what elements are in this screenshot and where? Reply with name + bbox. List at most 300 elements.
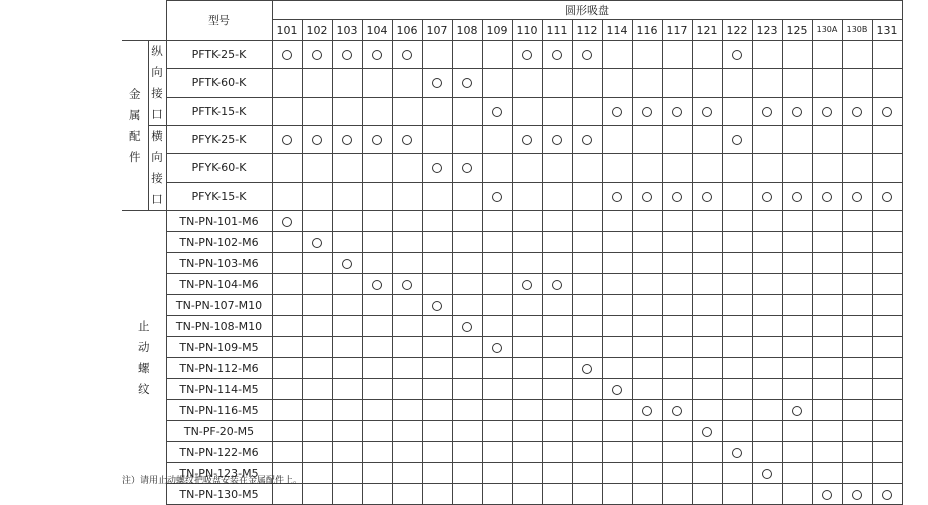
compatible-circle-icon bbox=[582, 364, 592, 374]
compatible-circle-icon bbox=[792, 192, 802, 202]
compat-cell bbox=[572, 274, 602, 295]
compat-cell bbox=[692, 379, 722, 400]
compat-cell bbox=[572, 69, 602, 97]
compatible-circle-icon bbox=[702, 192, 712, 202]
compat-cell bbox=[872, 182, 902, 210]
compat-cell bbox=[662, 316, 692, 337]
compat-cell bbox=[782, 154, 812, 182]
compat-cell bbox=[392, 97, 422, 125]
compat-cell bbox=[302, 232, 332, 253]
compat-cell bbox=[782, 253, 812, 274]
compat-cell bbox=[602, 274, 632, 295]
compat-cell bbox=[692, 463, 722, 484]
compat-cell bbox=[842, 97, 872, 125]
compat-cell bbox=[392, 442, 422, 463]
compat-cell bbox=[272, 126, 302, 154]
compat-cell bbox=[602, 126, 632, 154]
compat-cell bbox=[332, 295, 362, 316]
compatible-circle-icon bbox=[402, 135, 412, 145]
compat-cell bbox=[662, 400, 692, 421]
compat-cell bbox=[572, 358, 602, 379]
table-row bbox=[122, 421, 902, 442]
compat-cell bbox=[512, 97, 542, 125]
compat-cell bbox=[872, 358, 902, 379]
compat-cell bbox=[752, 97, 782, 125]
header-blank bbox=[122, 1, 166, 41]
compatible-circle-icon bbox=[372, 280, 382, 290]
table-row bbox=[122, 358, 902, 379]
compat-cell bbox=[272, 337, 302, 358]
compat-cell bbox=[812, 358, 842, 379]
compatible-circle-icon bbox=[762, 192, 772, 202]
compat-cell bbox=[842, 421, 872, 442]
compat-cell bbox=[452, 126, 482, 154]
compat-cell bbox=[722, 295, 752, 316]
vertical-port-label: 纵 向 接 口 bbox=[148, 41, 166, 126]
compat-cell bbox=[602, 421, 632, 442]
compat-cell bbox=[272, 69, 302, 97]
compat-cell bbox=[752, 316, 782, 337]
table-row bbox=[122, 379, 902, 400]
compat-cell bbox=[632, 295, 662, 316]
compat-cell bbox=[722, 211, 752, 232]
compatible-circle-icon bbox=[852, 107, 862, 117]
compat-cell bbox=[272, 97, 302, 125]
compat-cell bbox=[842, 463, 872, 484]
compat-cell bbox=[812, 274, 842, 295]
compat-cell bbox=[362, 463, 392, 484]
compat-cell bbox=[302, 69, 332, 97]
compat-cell bbox=[392, 463, 422, 484]
compat-cell bbox=[302, 400, 332, 421]
table-row bbox=[122, 316, 902, 337]
compat-cell bbox=[332, 182, 362, 210]
compat-cell bbox=[542, 421, 572, 442]
compat-cell bbox=[512, 421, 542, 442]
compat-cell bbox=[272, 316, 302, 337]
compatible-circle-icon bbox=[672, 107, 682, 117]
compat-cell bbox=[842, 400, 872, 421]
compat-cell bbox=[872, 379, 902, 400]
compat-cell bbox=[332, 274, 362, 295]
compat-cell bbox=[842, 484, 872, 505]
compat-cell bbox=[782, 274, 812, 295]
table-row bbox=[122, 274, 902, 295]
compat-cell bbox=[572, 484, 602, 505]
compat-cell bbox=[392, 274, 422, 295]
compatible-circle-icon bbox=[312, 238, 322, 248]
compat-cell bbox=[662, 484, 692, 505]
compat-cell bbox=[542, 232, 572, 253]
compat-cell bbox=[332, 442, 362, 463]
compat-cell bbox=[812, 442, 842, 463]
compat-cell bbox=[422, 421, 452, 442]
compat-cell bbox=[752, 484, 782, 505]
column-header: 104 bbox=[362, 20, 392, 41]
compat-cell bbox=[362, 358, 392, 379]
compat-cell bbox=[542, 126, 572, 154]
compat-cell bbox=[572, 232, 602, 253]
table-row bbox=[122, 41, 902, 69]
compat-cell bbox=[422, 442, 452, 463]
compat-cell bbox=[512, 358, 542, 379]
compat-cell bbox=[722, 421, 752, 442]
compat-cell bbox=[302, 484, 332, 505]
compat-cell bbox=[722, 97, 752, 125]
compat-cell bbox=[782, 379, 812, 400]
compat-cell bbox=[362, 126, 392, 154]
compat-cell bbox=[692, 232, 722, 253]
compat-cell bbox=[632, 232, 662, 253]
table-row bbox=[122, 232, 902, 253]
compatible-circle-icon bbox=[282, 217, 292, 227]
compat-cell bbox=[512, 232, 542, 253]
compat-cell bbox=[782, 126, 812, 154]
compat-cell bbox=[512, 182, 542, 210]
compat-cell bbox=[452, 358, 482, 379]
compat-cell bbox=[302, 316, 332, 337]
compat-cell bbox=[512, 274, 542, 295]
table-row bbox=[122, 295, 902, 316]
compat-cell bbox=[452, 211, 482, 232]
compat-cell bbox=[752, 232, 782, 253]
compat-cell bbox=[602, 295, 632, 316]
compatible-circle-icon bbox=[762, 107, 772, 117]
model-cell: TN-PN-101-M6 bbox=[166, 211, 272, 232]
compat-cell bbox=[812, 182, 842, 210]
compat-cell bbox=[392, 295, 422, 316]
compatible-circle-icon bbox=[492, 192, 502, 202]
compat-cell bbox=[512, 41, 542, 69]
compat-cell bbox=[782, 97, 812, 125]
model-header: 型号 bbox=[166, 1, 272, 41]
compat-cell bbox=[812, 126, 842, 154]
compat-cell bbox=[482, 337, 512, 358]
compatible-circle-icon bbox=[822, 107, 832, 117]
compatible-circle-icon bbox=[462, 322, 472, 332]
compatible-circle-icon bbox=[822, 192, 832, 202]
compat-cell bbox=[542, 358, 572, 379]
compat-cell bbox=[512, 154, 542, 182]
compat-cell bbox=[482, 41, 512, 69]
compat-cell bbox=[632, 41, 662, 69]
column-header: 108 bbox=[452, 20, 482, 41]
compat-cell bbox=[542, 182, 572, 210]
stop-thread-label: 止 动 螺 纹 bbox=[122, 211, 166, 505]
compat-cell bbox=[662, 442, 692, 463]
compat-cell bbox=[422, 379, 452, 400]
compat-cell bbox=[362, 154, 392, 182]
compat-cell bbox=[302, 97, 332, 125]
compat-cell bbox=[632, 182, 662, 210]
compat-cell bbox=[512, 379, 542, 400]
compat-cell bbox=[662, 253, 692, 274]
compat-cell bbox=[392, 211, 422, 232]
model-cell: TN-PN-114-M5 bbox=[166, 379, 272, 400]
compat-cell bbox=[452, 97, 482, 125]
compat-cell bbox=[332, 211, 362, 232]
compatible-circle-icon bbox=[732, 448, 742, 458]
compat-cell bbox=[872, 337, 902, 358]
compat-cell bbox=[482, 463, 512, 484]
compat-cell bbox=[452, 337, 482, 358]
compat-cell bbox=[842, 182, 872, 210]
compat-cell bbox=[542, 253, 572, 274]
compat-cell bbox=[272, 484, 302, 505]
compat-cell bbox=[632, 126, 662, 154]
compat-cell bbox=[542, 274, 572, 295]
compat-cell bbox=[782, 484, 812, 505]
compat-cell bbox=[452, 69, 482, 97]
compatible-circle-icon bbox=[492, 343, 502, 353]
compat-cell bbox=[332, 421, 362, 442]
compat-cell bbox=[512, 484, 542, 505]
compat-cell bbox=[872, 421, 902, 442]
compat-cell bbox=[812, 154, 842, 182]
compat-cell bbox=[872, 400, 902, 421]
compat-cell bbox=[842, 316, 872, 337]
compatible-circle-icon bbox=[672, 406, 682, 416]
compat-cell bbox=[422, 211, 452, 232]
column-header: 106 bbox=[392, 20, 422, 41]
compat-cell bbox=[722, 463, 752, 484]
compat-cell bbox=[782, 182, 812, 210]
compat-cell bbox=[482, 358, 512, 379]
column-header: 107 bbox=[422, 20, 452, 41]
compat-cell bbox=[452, 295, 482, 316]
compat-cell bbox=[512, 442, 542, 463]
compat-cell bbox=[392, 316, 422, 337]
compat-cell bbox=[752, 442, 782, 463]
compat-cell bbox=[302, 358, 332, 379]
compat-cell bbox=[812, 463, 842, 484]
compat-cell bbox=[452, 253, 482, 274]
column-header: 122 bbox=[722, 20, 752, 41]
compat-cell bbox=[842, 274, 872, 295]
compat-cell bbox=[572, 126, 602, 154]
compat-cell bbox=[572, 41, 602, 69]
column-header: 111 bbox=[542, 20, 572, 41]
compat-cell bbox=[452, 484, 482, 505]
model-cell: PFYK-15-K bbox=[166, 182, 272, 210]
compat-cell bbox=[482, 274, 512, 295]
compatible-circle-icon bbox=[342, 135, 352, 145]
compat-cell bbox=[572, 97, 602, 125]
compat-cell bbox=[572, 400, 602, 421]
compat-cell bbox=[842, 295, 872, 316]
compatible-circle-icon bbox=[582, 50, 592, 60]
compat-cell bbox=[392, 154, 422, 182]
compat-cell bbox=[362, 232, 392, 253]
compatible-circle-icon bbox=[762, 469, 772, 479]
compat-cell bbox=[422, 69, 452, 97]
model-cell: PFYK-25-K bbox=[166, 126, 272, 154]
compat-cell bbox=[542, 442, 572, 463]
compat-cell bbox=[752, 463, 782, 484]
compat-cell bbox=[602, 400, 632, 421]
compat-cell bbox=[422, 274, 452, 295]
compat-cell bbox=[482, 379, 512, 400]
compat-cell bbox=[722, 316, 752, 337]
compat-cell bbox=[362, 337, 392, 358]
compat-cell bbox=[482, 316, 512, 337]
compat-cell bbox=[722, 484, 752, 505]
model-cell: PFTK-15-K bbox=[166, 97, 272, 125]
compat-cell bbox=[782, 358, 812, 379]
compat-cell bbox=[662, 274, 692, 295]
compat-cell bbox=[872, 484, 902, 505]
model-cell: TN-PN-103-M6 bbox=[166, 253, 272, 274]
compat-cell bbox=[422, 41, 452, 69]
compat-cell bbox=[692, 154, 722, 182]
compat-cell bbox=[692, 182, 722, 210]
model-cell: TN-PN-102-M6 bbox=[166, 232, 272, 253]
compat-cell bbox=[572, 421, 602, 442]
compat-cell bbox=[812, 400, 842, 421]
compat-cell bbox=[872, 154, 902, 182]
table-row bbox=[122, 253, 902, 274]
compat-cell bbox=[572, 442, 602, 463]
compat-cell bbox=[872, 232, 902, 253]
compat-cell bbox=[302, 182, 332, 210]
compatible-circle-icon bbox=[792, 107, 802, 117]
compat-cell bbox=[482, 442, 512, 463]
compatible-circle-icon bbox=[642, 406, 652, 416]
column-header: 117 bbox=[662, 20, 692, 41]
compatible-circle-icon bbox=[552, 50, 562, 60]
compat-cell bbox=[422, 484, 452, 505]
compat-cell bbox=[362, 379, 392, 400]
compat-cell bbox=[482, 211, 512, 232]
compatible-circle-icon bbox=[732, 50, 742, 60]
compat-cell bbox=[422, 126, 452, 154]
compat-cell bbox=[752, 379, 782, 400]
compat-cell bbox=[302, 379, 332, 400]
compat-cell bbox=[422, 463, 452, 484]
compat-cell bbox=[842, 232, 872, 253]
compat-cell bbox=[812, 484, 842, 505]
compat-cell bbox=[332, 253, 362, 274]
compat-cell bbox=[542, 484, 572, 505]
compat-cell bbox=[542, 41, 572, 69]
compat-cell bbox=[332, 379, 362, 400]
compat-cell bbox=[362, 400, 392, 421]
compat-cell bbox=[332, 97, 362, 125]
horizontal-port-label: 横 向 接 口 bbox=[148, 126, 166, 211]
compat-cell bbox=[362, 41, 392, 69]
compat-cell bbox=[812, 379, 842, 400]
compat-cell bbox=[722, 253, 752, 274]
compat-cell bbox=[332, 41, 362, 69]
compat-cell bbox=[272, 211, 302, 232]
compat-cell bbox=[392, 400, 422, 421]
compat-cell bbox=[452, 41, 482, 69]
compat-cell bbox=[752, 295, 782, 316]
compat-cell bbox=[602, 358, 632, 379]
compat-cell bbox=[332, 358, 362, 379]
compat-cell bbox=[302, 126, 332, 154]
compat-cell bbox=[662, 379, 692, 400]
compat-cell bbox=[632, 442, 662, 463]
compat-cell bbox=[362, 421, 392, 442]
compat-cell bbox=[602, 337, 632, 358]
compat-cell bbox=[602, 69, 632, 97]
compat-cell bbox=[812, 316, 842, 337]
compat-cell bbox=[752, 126, 782, 154]
table-row bbox=[122, 442, 902, 463]
compatible-circle-icon bbox=[882, 490, 892, 500]
model-cell: TN-PN-123-M5 bbox=[166, 463, 272, 484]
compat-cell bbox=[842, 126, 872, 154]
compatible-circle-icon bbox=[522, 280, 532, 290]
compatible-circle-icon bbox=[342, 259, 352, 269]
compat-cell bbox=[362, 97, 392, 125]
compat-cell bbox=[692, 316, 722, 337]
compatible-circle-icon bbox=[642, 107, 652, 117]
compat-cell bbox=[452, 421, 482, 442]
compat-cell bbox=[722, 400, 752, 421]
compat-cell bbox=[542, 295, 572, 316]
compat-cell bbox=[872, 211, 902, 232]
compat-cell bbox=[362, 253, 392, 274]
compat-cell bbox=[632, 421, 662, 442]
compat-cell bbox=[602, 211, 632, 232]
compat-cell bbox=[872, 69, 902, 97]
compat-cell bbox=[602, 316, 632, 337]
table-row bbox=[122, 69, 902, 97]
column-header: 130B bbox=[842, 20, 872, 41]
compat-cell bbox=[692, 295, 722, 316]
column-header: 110 bbox=[512, 20, 542, 41]
compat-cell bbox=[812, 295, 842, 316]
compat-cell bbox=[602, 379, 632, 400]
compat-cell bbox=[602, 97, 632, 125]
compat-cell bbox=[392, 232, 422, 253]
compat-cell bbox=[692, 126, 722, 154]
compat-cell bbox=[782, 421, 812, 442]
model-cell: PFYK-60-K bbox=[166, 154, 272, 182]
compatible-circle-icon bbox=[852, 192, 862, 202]
compat-cell bbox=[362, 484, 392, 505]
compat-cell bbox=[422, 97, 452, 125]
compatible-circle-icon bbox=[312, 135, 322, 145]
compat-cell bbox=[722, 274, 752, 295]
compat-cell bbox=[482, 484, 512, 505]
compat-cell bbox=[542, 316, 572, 337]
compat-cell bbox=[722, 358, 752, 379]
compat-cell bbox=[692, 69, 722, 97]
compat-cell bbox=[332, 154, 362, 182]
compat-cell bbox=[872, 41, 902, 69]
compatible-circle-icon bbox=[672, 192, 682, 202]
compat-cell bbox=[812, 421, 842, 442]
compat-cell bbox=[662, 211, 692, 232]
compat-cell bbox=[662, 182, 692, 210]
compat-cell bbox=[722, 41, 752, 69]
compat-cell bbox=[632, 337, 662, 358]
compatible-circle-icon bbox=[462, 78, 472, 88]
compatible-circle-icon bbox=[852, 490, 862, 500]
compat-cell bbox=[482, 421, 512, 442]
compat-cell bbox=[632, 274, 662, 295]
table-row bbox=[122, 337, 902, 358]
compat-cell bbox=[302, 337, 332, 358]
compat-cell bbox=[362, 182, 392, 210]
compat-cell bbox=[662, 126, 692, 154]
compat-cell bbox=[752, 358, 782, 379]
compat-cell bbox=[272, 232, 302, 253]
compat-cell bbox=[572, 337, 602, 358]
